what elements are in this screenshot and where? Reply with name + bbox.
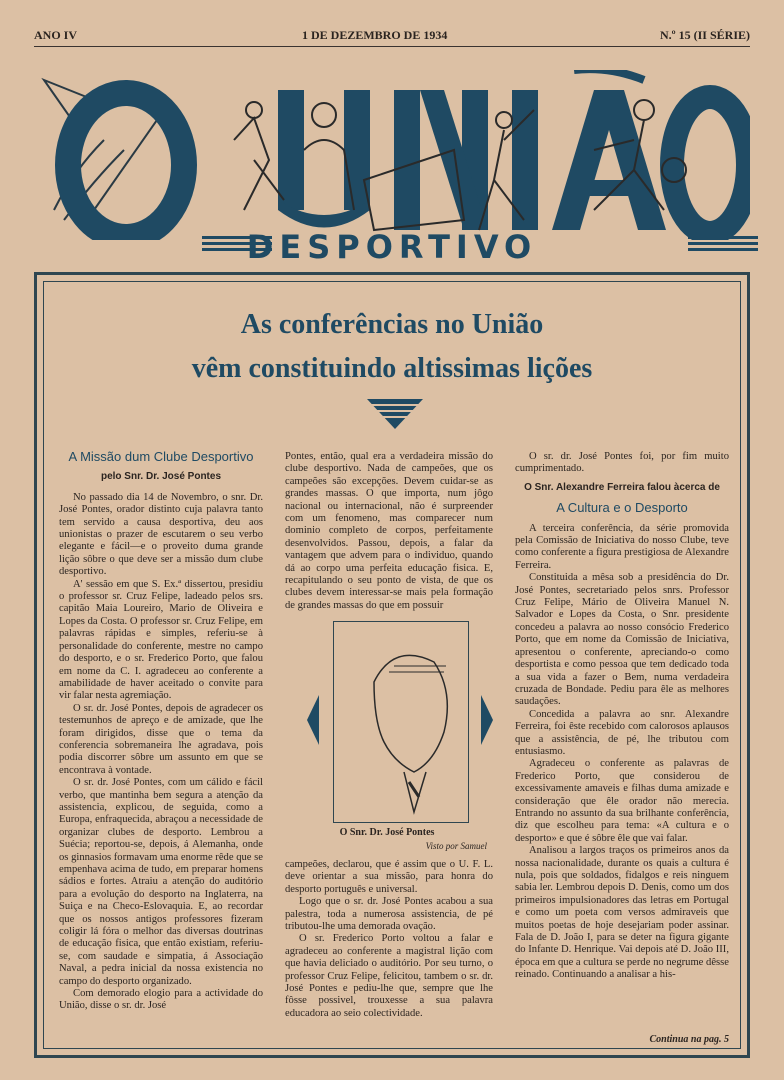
paragraph: Concedida a palavra ao snr. Alexandre Ferreira, foi êste recebido com calorosos aplausos que a assistência, de pé, lhe tributou com entusiasmo. (515, 708, 729, 757)
issue-date: 1 DE DEZEMBRO DE 1934 (302, 28, 448, 42)
column-1 (59, 451, 263, 1013)
byline: pelo Snr. Dr. José Pontes (100, 471, 222, 483)
portrait-sketch-icon (334, 622, 468, 822)
portrait-credit: Visto por Samuel (425, 841, 487, 851)
column-3 (515, 451, 729, 982)
masthead-title-art (34, 70, 750, 240)
paragraph: No passado dia 14 de Novembro, o snr. Dr. José Pontes, orador distinto cuja palavra tanto tem servido a causa desportiva, deu aos unionistas o prazer de escutarem o seu verbo elegante e fácil—e o proveito duma grande lição sôbre o que deve ser a missão dum clube desportivo. (59, 491, 263, 578)
portrait-ornament-right-icon (481, 695, 493, 745)
column-2 (285, 451, 493, 612)
issue-number: N.º 15 (II SÉRIE) (660, 28, 750, 42)
continued-note: Continua na pag. 5 (649, 1034, 729, 1045)
paragraph: Agradeceu o conferente as palavras de Frederico Porto, que considerou de excessivamente amaveis e filhas duma amizade e consideração que êle orador não merecia. Entrando no assunto da sua brilhante conferência, diz que escolheu para tema: «A cultura e o desporto» e que é sôbre êle que vai falar. (515, 758, 729, 844)
paragraph: O sr. Frederico Porto voltou a falar e agradeceu ao conferente a magistral lição com que havia deliciado o auditório. Por seu turno, o professor Cruz Felipe, felicitou, tambem o sr. dr. José Pontes e pediu-lhe que, sempre que lhe fôsse possivel, trouxesse a sua palavra educadora ao seio colectividade. (285, 933, 493, 1019)
paragraph: Constituida a mêsa sob a presidência do Dr. José Pontes, secretariado pelos snrs. Professor Cruz Felipe, Mário de Oliveira Manuel N. Salvador e Lopes da Costa, o Snr. presidente concedeu a palavra ao nosso consócio Frederico Porto, que em nome da Comissão de Iniciativa, apresentou o conferente, apreciando-o como desportista e como pessoa que tem dedicado toda a sua vida a fazer o Bem, numa verdadeira cruzada de Bondade. Pediu para êle as melhores saudações. (515, 572, 729, 708)
paragraph: Com demorado elogio para a actividade do União, disse o sr. dr. José (59, 988, 263, 1012)
portrait-ornament-left-icon (307, 695, 319, 745)
portrait-caption: O Snr. Dr. José Pontes (339, 827, 435, 838)
article-frame (34, 272, 750, 1058)
paragraph: O sr. dr. José Pontes, depois de agradecer os testemunhos de apreço e de amizade, que lhe foram dirigidos, disse que o tema da conferencia sobremaneira lhe agradava, pois podia discorrer sôbre um assunto em que se encontrava à vontade. (59, 702, 263, 776)
paragraph: A terceira conferência, da série promovida pela Comissão de Iniciativa do nosso Clube, teve como conferente a figura prestigiosa de Alexandre Ferreira. (515, 522, 729, 571)
paragraph: O sr. dr. José Pontes, com um cálido e fácil verbo, que mantinha bem segura a atenção da assistencia, explicou, de seguida, como a Europa, enfraquecida, abraçou a necessidade de organizar clubes de desporto. Lembrou a Suécia; reportou-se, depois, á Alemanha, onde os ginnasios formavam uma enorme rêde que se empenhava acima de tudo, em preparar homens sádios e fortes. Atraiu a atenção do auditório para a evolução do desporto na Inglaterra, na Suiça e na Checo-Eslovaquia. E, ao recordar que os nossos antigos professores fizeram coligir lá fóra o melhor das diversas doutrinas de educação fisica, que então existiam, referiu-se, com saudade e simpatia, á Associação Naval, a pedra inicial da nossa existencia no campo do desporto organizado. (59, 777, 263, 987)
paragraph: A' sessão em que S. Ex.ª dissertou, presidiu o professor sr. Cruz Felipe, ladeado pelos srs. capitão Maia Loureiro, Mario de Oliveira e Lopes da Costa. O professor sr. Cruz Felipe, em palavras rápidas e simples, referiu-se à personalidade do conferente, mestre no campo do desporto, e o sr. Frederico Porto, que falou em nome da C. I. agradeceu ao conferente a amabilidade de haver aceitado o convite para vir falar nesta agremiação. (59, 578, 263, 702)
column-2-continued (285, 859, 493, 1020)
section-heading: A Cultura e o Desporto (556, 500, 688, 516)
paragraph: O sr. dr. José Pontes foi, por fim muito cumprimentado. (515, 451, 729, 475)
header-rule (34, 46, 750, 47)
paragraph: Pontes, então, qual era a verdadeira missão do clube desportivo. Nada de campeões, que os campeões são excepções. Devem cuidar-se as grandes massas. O que importa, num jôgo nacional ou internacional, não é surpreender com um fenomeno, mas comparecer num dominio completo de corpos, perfeitamente desenvolvidos. Passou, depois, a falar da vantagem que advem para o individuo, quando dá ao corpo uma perfeita educação fisica. E, recapitulando o seu ponto de vista, de que os clubes devem interessar-se mais pela formação de grandes massas do que em possuir (285, 451, 493, 611)
ornament-triangle-icon (367, 399, 423, 433)
issue-year: ANO IV (34, 28, 78, 42)
headline-line1: As conferências no União (240, 309, 544, 340)
section-heading: A Missão dum Clube Desportivo (68, 449, 254, 464)
masthead-letters (68, 70, 748, 237)
section-subheading: O Snr. Alexandre Ferreira falou àcerca de (524, 481, 720, 493)
masthead-subtitle: DESPORTIVO (246, 228, 538, 266)
decor-stripes-right (688, 236, 758, 254)
paragraph: campeões, declarou, que é assim que o U. F. L. deve orientar a sua missão, para honra do desporto português e universal. (285, 859, 493, 895)
paragraph: Analisou a largos traços os primeiros anos da nossa nacionalidade, durante os quais a cultura é nula, pois que soldados, fidalgos e reis ninguem sabia ler. Lembrou depois D. Denis, como um dos primeiros impulsionadores das letras em Portugal e como um poeta com versos admiraveis que muitos poetas de hoje desejariam poder assinar. Fala de D. João I, para se deter na figura gigante do Infante D. Henrique. Vai depois até D. João III, época em que a cultura se perde no negrume dêsse reinado. Continuando a analisar a his- (515, 845, 729, 981)
paragraph: Logo que o sr. dr. José Pontes acabou a sua palestra, toda a numerosa assistencia, de pé tributou-lhe uma demorada ovação. (285, 896, 493, 933)
headline-line2: vêm constituindo altissimas lições (191, 353, 593, 384)
portrait-illustration (333, 621, 469, 823)
header-line (34, 28, 750, 46)
